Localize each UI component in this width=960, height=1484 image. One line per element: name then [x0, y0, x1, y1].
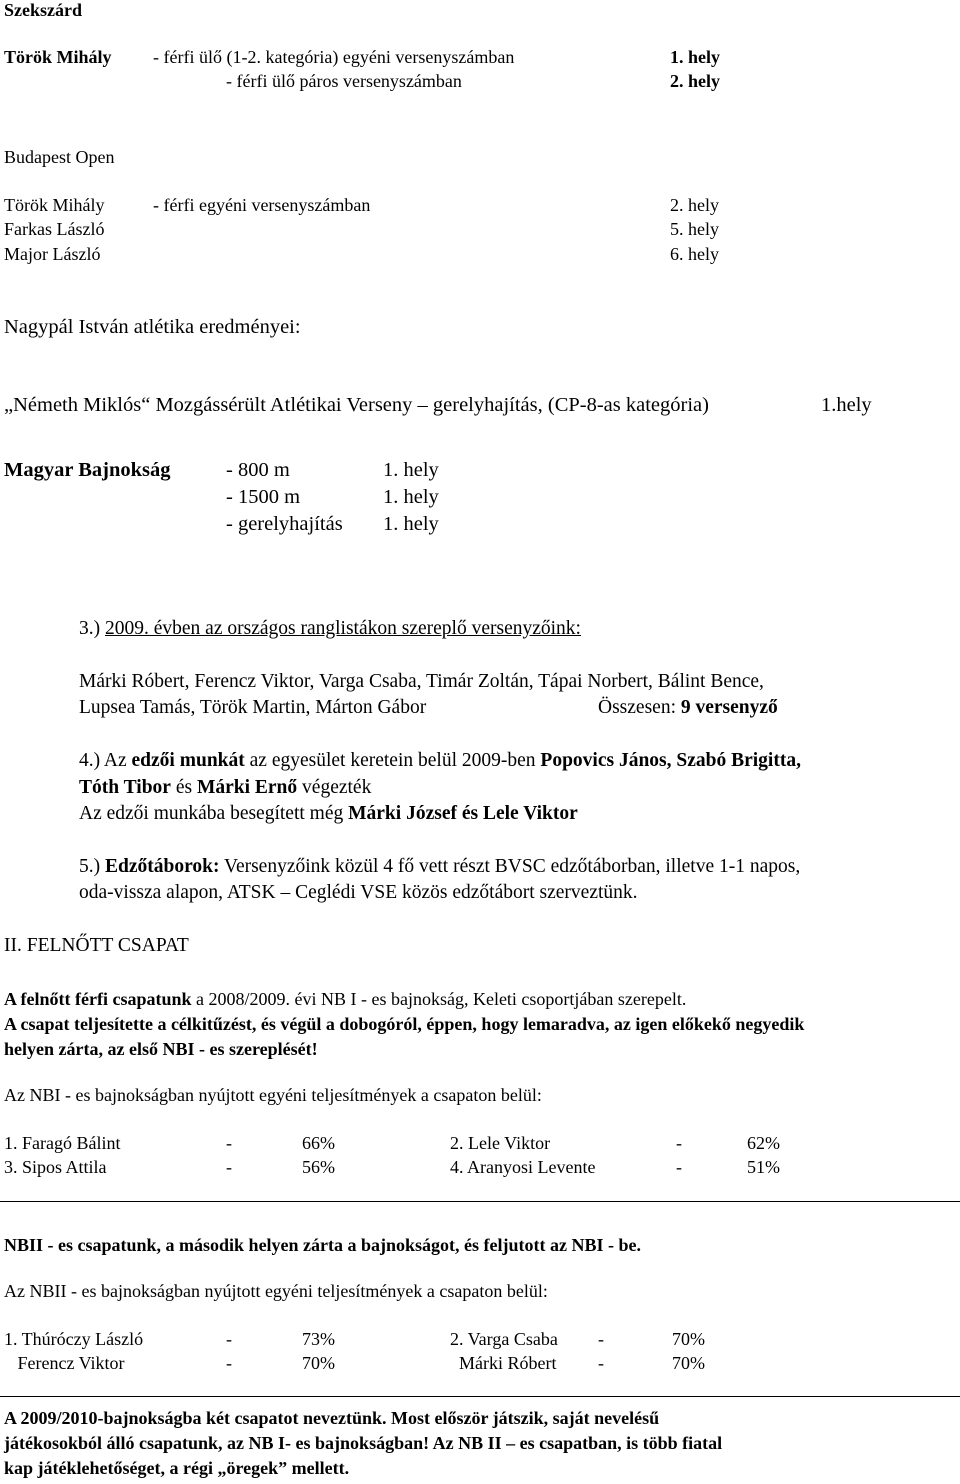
player-percentage: 56% [302, 1157, 335, 1177]
player-name: Márki Róbert [450, 1353, 557, 1373]
adult-team-text: A csapat teljesítette a célkitűzést, és végül a dobogóról, éppen, hogy lemaradva, az igen előkekő negyedik [4, 1014, 805, 1034]
final-note: játékosokból álló csapatunk, az NB I- es bajnokságban! Az NB II – es csapatban, is több fiatal [4, 1433, 723, 1453]
event-text: - 1500 m [226, 486, 301, 508]
player-name: 3. Sipos Attila [4, 1157, 107, 1177]
player-name: 1. Faragó Bálint [4, 1133, 121, 1153]
place-text: 2. hely [670, 195, 719, 215]
event-text: - férfi ülő (1-2. kategória) egyéni versenyszámban [153, 47, 515, 67]
nbii-performance-title: Az NBII - es bajnokságban nyújtott egyéni teljesítmények a csapaton belül: [4, 1281, 548, 1301]
ranking-names-line: Lupsea Tamás, Török Martin, Márton Gábor [79, 697, 427, 718]
section-title-nagypal: Nagypál István atlétika eredményei: [4, 316, 301, 338]
section-title-budapest-open: Budapest Open [4, 147, 115, 167]
player-percentage: 70% [672, 1329, 705, 1349]
event-text: - 800 m [226, 459, 290, 481]
ranking-names-line: Márki Róbert, Ferencz Viktor, Varga Csaba, Timár Zoltán, Tápai Norbert, Bálint Bence, [79, 671, 764, 692]
player-name: 2. Lele Viktor [450, 1133, 551, 1153]
adult-team-text: helyen zárta, az első NBI - es szereplését! [4, 1039, 318, 1059]
nemeth-competition: „Németh Miklós“ Mozgássérült Atlétikai Verseny – gerelyhajítás, (CP-8-as kategória) [4, 394, 709, 416]
event-text: - férfi egyéni versenyszámban [153, 195, 371, 215]
athlete-name: Török Mihály [4, 195, 105, 215]
athlete-name: Major László [4, 244, 101, 264]
dash: - [226, 1133, 232, 1153]
place-text: 5. hely [670, 219, 719, 239]
athlete-name: Török Mihály [4, 47, 112, 67]
player-name: 1. Thúróczy László [4, 1329, 144, 1349]
coaches-line: Az edzői munkába besegített még Márki József és Lele Viktor [79, 803, 578, 824]
coaches-line: Tóth Tibor és Márki Ernő végezték [79, 777, 372, 798]
adult-team-text: A felnőtt férfi csapatunk a 2008/2009. évi NB I - es bajnokság, Keleti csoportjában szerepelt. [4, 989, 687, 1009]
final-note: kap játéklehetőséget, a régi „öregek” mellett. [4, 1458, 350, 1478]
player-name: Ferencz Viktor [4, 1353, 125, 1373]
place-text: 1. hely [383, 513, 439, 535]
player-percentage: 62% [747, 1133, 780, 1153]
event-text: - férfi ülő páros versenyszámban [226, 71, 462, 91]
final-note: A 2009/2010-bajnokságba két csapatot neveztünk. Most először játszik, saját nevelésű [4, 1408, 660, 1428]
dash: - [676, 1133, 682, 1153]
place-text: 1. hely [670, 47, 721, 67]
dash: - [226, 1157, 232, 1177]
ranking-heading: 3.) 2009. évben az országos ranglistákon szereplő versenyzőink: [79, 618, 581, 639]
camps-line: 5.) Edzőtáborok: Versenyzőink közül 4 fő vett részt BVSC edzőtáborban, illetve 1-1 napos, [79, 856, 801, 877]
player-percentage: 66% [302, 1133, 335, 1153]
player-percentage: 70% [302, 1353, 335, 1373]
player-percentage: 73% [302, 1329, 335, 1349]
player-percentage: 70% [672, 1353, 705, 1373]
ranking-total: Összesen: 9 versenyző [598, 697, 778, 718]
nbii-summary: NBII - es csapatunk, a második helyen zárta a bajnokságot, és feljutott az NBI - be. [4, 1235, 642, 1255]
nbi-performance-title: Az NBI - es bajnokságban nyújtott egyéni teljesítmények a csapaton belül: [4, 1085, 542, 1105]
dash: - [226, 1329, 232, 1349]
dash: - [226, 1353, 232, 1373]
camps-line: oda-vissza alapon, ATSK – Ceglédi VSE közös edzőtábort szerveztünk. [79, 882, 638, 903]
divider [0, 1396, 960, 1397]
section-title-adult-team: II. FELNŐTT CSAPAT [4, 935, 189, 956]
place-text: 1.hely [821, 394, 872, 416]
magyar-bajnoksag-label: Magyar Bajnokság [4, 459, 171, 481]
place-text: 6. hely [670, 244, 719, 264]
player-name: 4. Aranyosi Levente [450, 1157, 596, 1177]
place-text: 2. hely [670, 71, 721, 91]
section-title-szekszard: Szekszárd [4, 0, 82, 20]
player-percentage: 51% [747, 1157, 780, 1177]
athlete-name: Farkas László [4, 219, 105, 239]
dash: - [598, 1353, 604, 1373]
divider [0, 1201, 960, 1202]
dash: - [676, 1157, 682, 1177]
place-text: 1. hely [383, 486, 439, 508]
player-name: 2. Varga Csaba [450, 1329, 558, 1349]
coaches-line: 4.) Az edzői munkát az egyesület keretein belül 2009-ben Popovics János, Szabó Brigitta, [79, 750, 801, 771]
place-text: 1. hely [383, 459, 439, 481]
dash: - [598, 1329, 604, 1349]
event-text: - gerelyhajítás [226, 513, 343, 535]
